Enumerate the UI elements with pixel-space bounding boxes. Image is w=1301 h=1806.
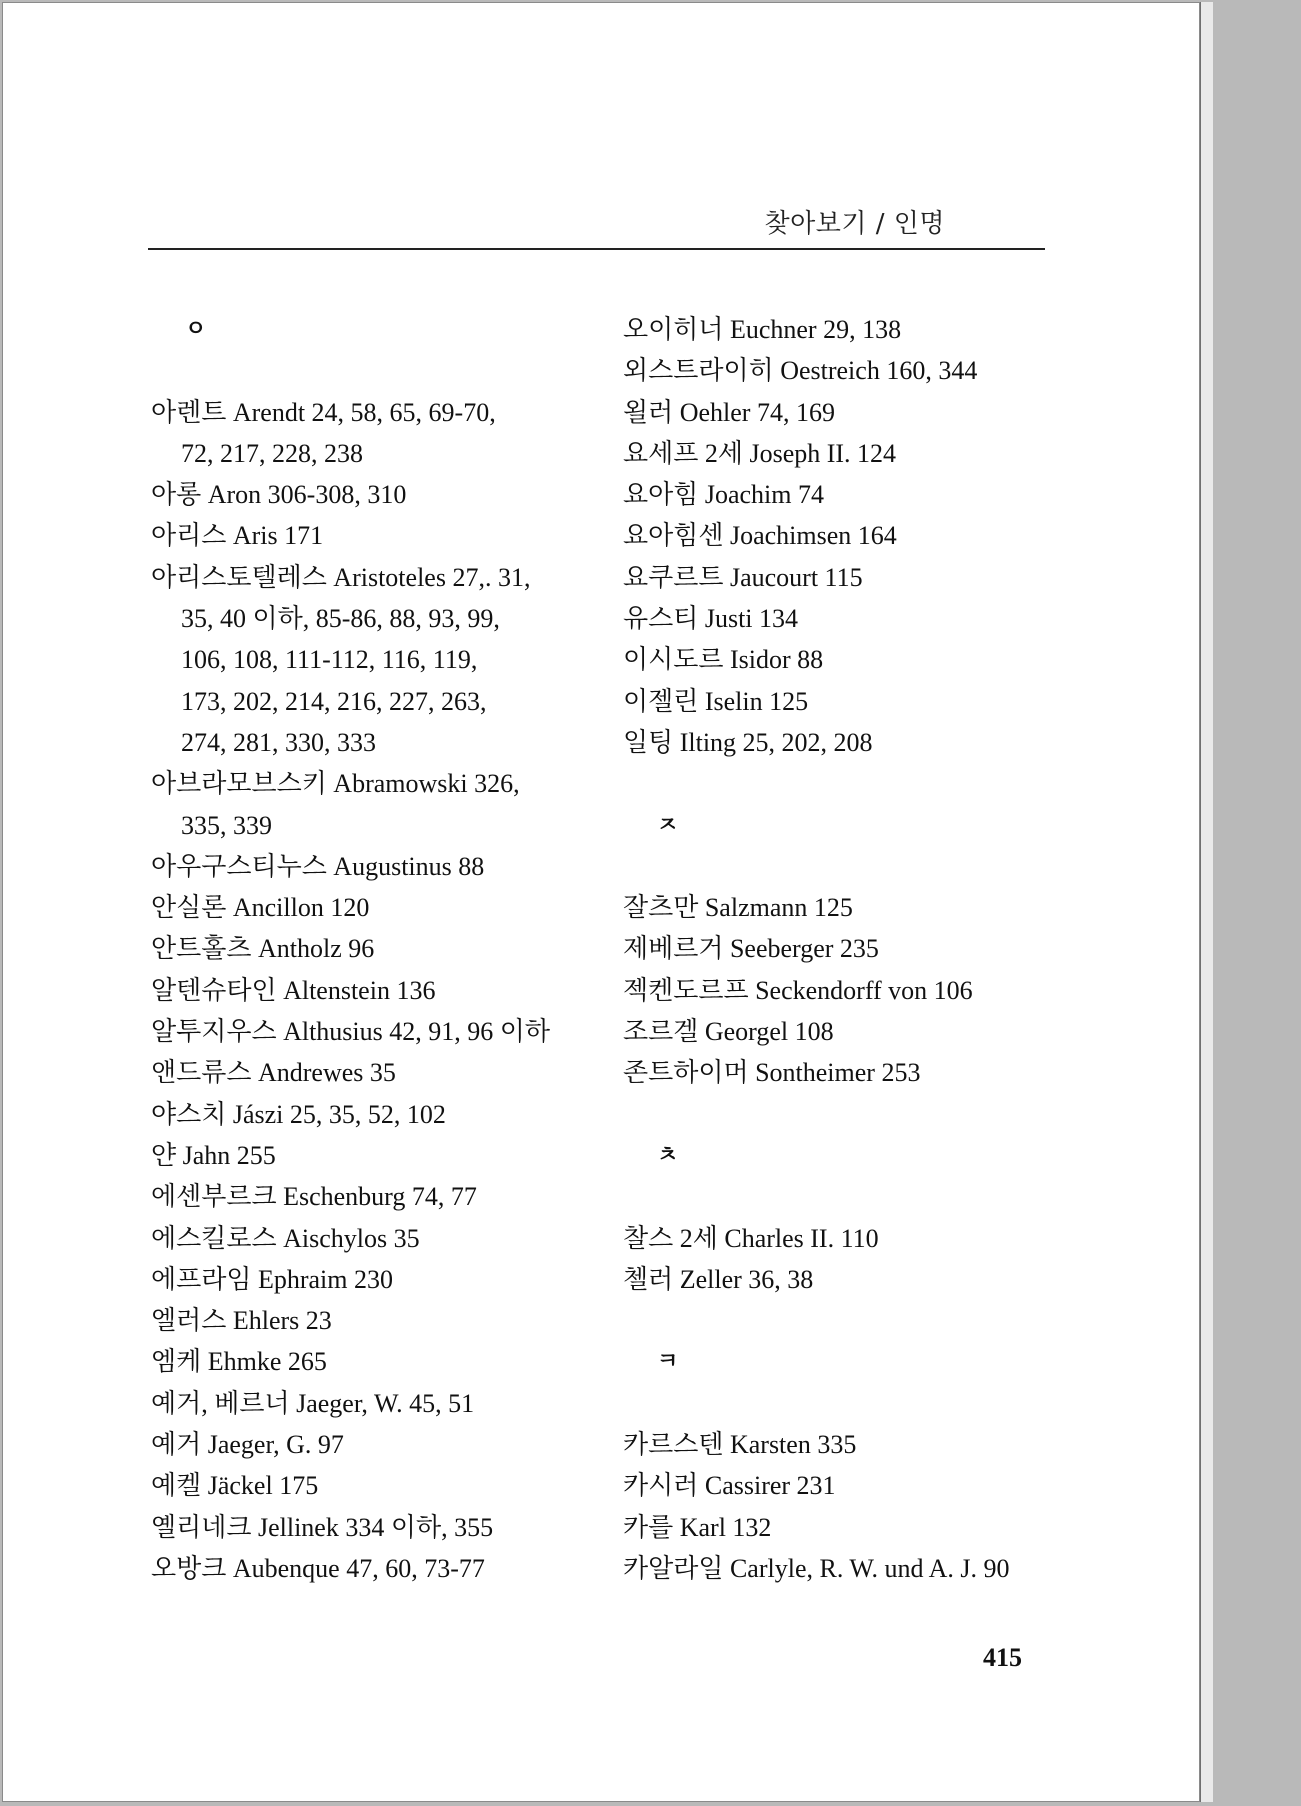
section-letter: ㅈ	[657, 812, 679, 838]
index-entry: 요아힘 Joachim 74	[623, 480, 824, 510]
index-entry: 첼러 Zeller 36, 38	[623, 1264, 814, 1294]
index-entry: 잘츠만 Salzmann 125	[623, 893, 853, 923]
book-page	[2, 2, 1200, 1802]
index-entry-continuation: 106, 108, 111-112, 116, 119,	[181, 645, 478, 675]
index-entry: 카를 Karl 132	[623, 1512, 772, 1542]
index-entry: 아우구스티누스 Augustinus 88	[151, 851, 485, 881]
index-entry: 안트홀츠 Antholz 96	[151, 934, 375, 964]
index-entry-continuation: 274, 281, 330, 333	[181, 727, 376, 757]
index-entry: 예켈 Jäckel 175	[151, 1471, 319, 1501]
blank-line	[623, 1094, 1063, 1135]
index-column-left	[151, 309, 583, 1589]
index-entry: 아리스 Aris 171	[151, 521, 324, 551]
index-entry: 예거, 베르너 Jaeger, W. 45, 51	[151, 1388, 475, 1418]
blank-line	[623, 1176, 1063, 1217]
index-entry: 예거 Jaeger, G. 97	[151, 1430, 344, 1460]
index-entry: 아브라모브스키 Abramowski 326,	[151, 769, 520, 799]
index-column-right	[623, 309, 1063, 1589]
index-entry: 젝켄도르프 Seckendorff von 106	[623, 975, 973, 1005]
index-entry: 카르스텐 Karsten 335	[623, 1430, 857, 1460]
running-header: 찾아보기 / 인명	[764, 209, 945, 239]
index-entry: 일팅 Ilting 25, 202, 208	[623, 727, 873, 757]
index-entry: 존트하이머 Sontheimer 253	[623, 1058, 921, 1088]
index-entry: 오이히너 Euchner 29, 138	[623, 315, 902, 344]
index-entry: 안실론 Ancillon 120	[151, 893, 370, 923]
index-entry: 오방크 Aubenque 47, 60, 73-77	[151, 1553, 485, 1583]
index-entry: 엠케 Ehmke 265	[151, 1347, 327, 1377]
section-letter: ㅇ	[185, 317, 207, 342]
index-entry: 야스치 Jászi 25, 35, 52, 102	[151, 1099, 446, 1129]
page-number: 415	[983, 1643, 1022, 1672]
index-entry: 아렌트 Arendt 24, 58, 65, 69-70,	[151, 397, 496, 427]
index-entry: 찰스 2세 Charles II. 110	[623, 1223, 879, 1253]
index-entry: 이젤린 Iselin 125	[623, 686, 809, 716]
index-entry-continuation: 173, 202, 214, 216, 227, 263,	[181, 686, 487, 716]
index-entry: 유스티 Justi 134	[623, 604, 799, 634]
index-entry-continuation: 72, 217, 228, 238	[181, 438, 363, 468]
index-entry: 옐리네크 Jellinek 334 이하, 355	[151, 1512, 494, 1542]
index-entry: 얀 Jahn 255	[151, 1140, 276, 1170]
index-entry: 알투지우스 Althusius 42, 91, 96 이하	[151, 1017, 550, 1047]
index-entry-continuation: 335, 339	[181, 810, 272, 840]
index-entry: 제베르거 Seeberger 235	[623, 934, 879, 964]
index-entry: 엘러스 Ehlers 23	[151, 1306, 332, 1336]
index-entry: 에센부르크 Eschenburg 74, 77	[151, 1182, 477, 1212]
index-entry: 외스트라이히 Oestreich 160, 344	[623, 356, 978, 386]
blank-line	[623, 763, 1063, 804]
index-entry: 카알라일 Carlyle, R. W. und A. J. 90	[623, 1553, 1010, 1583]
section-letter: ㅊ	[657, 1142, 679, 1168]
section-letter: ㅋ	[657, 1349, 679, 1375]
header-rule	[148, 248, 1045, 250]
index-entry: 에스킬로스 Aischylos 35	[151, 1223, 420, 1253]
blank-line	[623, 846, 1063, 887]
index-entry-continuation: 35, 40 이하, 85-86, 88, 93, 99,	[181, 604, 500, 634]
index-entry: 요아힘센 Joachimsen 164	[623, 521, 897, 551]
index-entry: 요세프 2세 Joseph II. 124	[623, 438, 897, 468]
index-entry: 조르겔 Georgel 108	[623, 1017, 834, 1047]
index-entry: 욀러 Oehler 74, 169	[623, 397, 835, 427]
index-entry: 에프라임 Ephraim 230	[151, 1264, 393, 1294]
blank-line	[151, 350, 583, 391]
index-entry: 앤드류스 Andrewes 35	[151, 1058, 396, 1088]
index-entry: 아리스토텔레스 Aristoteles 27,. 31,	[151, 562, 531, 592]
index-entry: 아롱 Aron 306-308, 310	[151, 480, 407, 510]
index-entry: 요쿠르트 Jaucourt 115	[623, 562, 863, 592]
page-edge	[1200, 2, 1213, 1802]
index-entry: 이시도르 Isidor 88	[623, 645, 824, 675]
blank-line	[623, 1383, 1063, 1424]
index-entry: 알텐슈타인 Altenstein 136	[151, 975, 436, 1005]
index-entry: 카시러 Cassirer 231	[623, 1471, 836, 1501]
blank-line	[623, 1300, 1063, 1341]
